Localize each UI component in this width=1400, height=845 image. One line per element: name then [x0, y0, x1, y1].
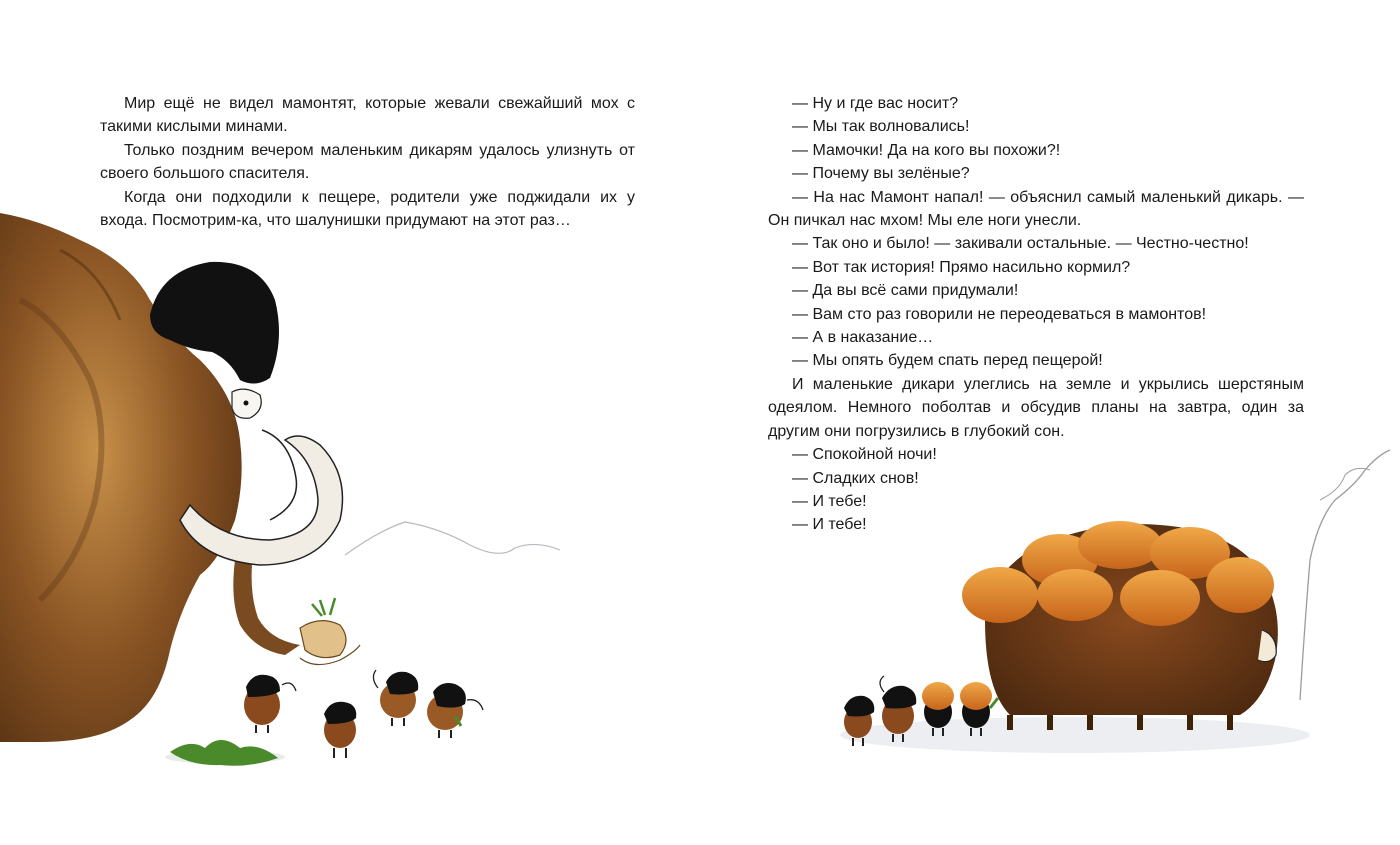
- distant-hills: [345, 522, 560, 555]
- dialogue-line: — Вам сто раз говорили не переодеваться в мамонтов!: [792, 305, 1207, 323]
- dialogue-line: — Мамочки! Да на кого вы похожи?!: [792, 141, 1061, 159]
- little-savage: [373, 670, 418, 726]
- dialogue-line: — Ну и где вас носит?: [792, 95, 959, 112]
- moss-patch: [165, 740, 285, 766]
- paragraph: Только поздним вечером маленьким дикарям удалось улизнуть от своего большого спасителя.: [100, 141, 635, 183]
- dialogue-line: — А в наказание…: [792, 329, 934, 347]
- little-savage: [244, 675, 296, 733]
- dialogue-line: — На нас Мамонт напал! — объяснил самый маленький дикарь. — Он пичкал нас мхом! Мы еле ноги унесли.: [768, 188, 1304, 230]
- dialogue-line: — Почему вы зелёные?: [792, 165, 970, 183]
- dialogue-line: — Мы так волновались!: [792, 118, 970, 136]
- paragraph: Когда они подходили к пещере, родители уже поджидали их у входа. Посмотрим-ка, что шалунишки придумают на этот раз…: [100, 188, 635, 230]
- cave-smoke: [1300, 450, 1390, 700]
- little-savage: [427, 683, 483, 738]
- dialogue-line: — Спокойной ночи!: [792, 446, 937, 464]
- dialogue-line: — И тебе!: [792, 516, 867, 534]
- dialogue-line: — Сладких снов!: [792, 469, 919, 487]
- dialogue-line: — И тебе!: [792, 492, 867, 510]
- big-mammoth: [0, 213, 360, 742]
- dialogue-line: — Мы опять будем спать перед пещерой!: [792, 352, 1103, 370]
- narration-paragraph: И маленькие дикари улеглись на земле и укрылись шерстяным одеялом. Немного поболтав и обсудив планы на завтра, один за другим они погрузились в глубокий сон.: [768, 375, 1304, 440]
- dialogue-line: — Вот так история! Прямо насильно кормил?: [792, 258, 1131, 276]
- little-savage: [324, 702, 356, 758]
- paragraph: Мир ещё не видел мамонтят, которые жевали свежайший мох с такими кислыми минами.: [100, 95, 635, 136]
- dialogue-line: — Да вы всё сами придумали!: [792, 282, 1019, 300]
- parents-group: [962, 521, 1278, 730]
- dialogue-line: — Так оно и было! — закивали остальные. — Честно-честно!: [792, 235, 1249, 253]
